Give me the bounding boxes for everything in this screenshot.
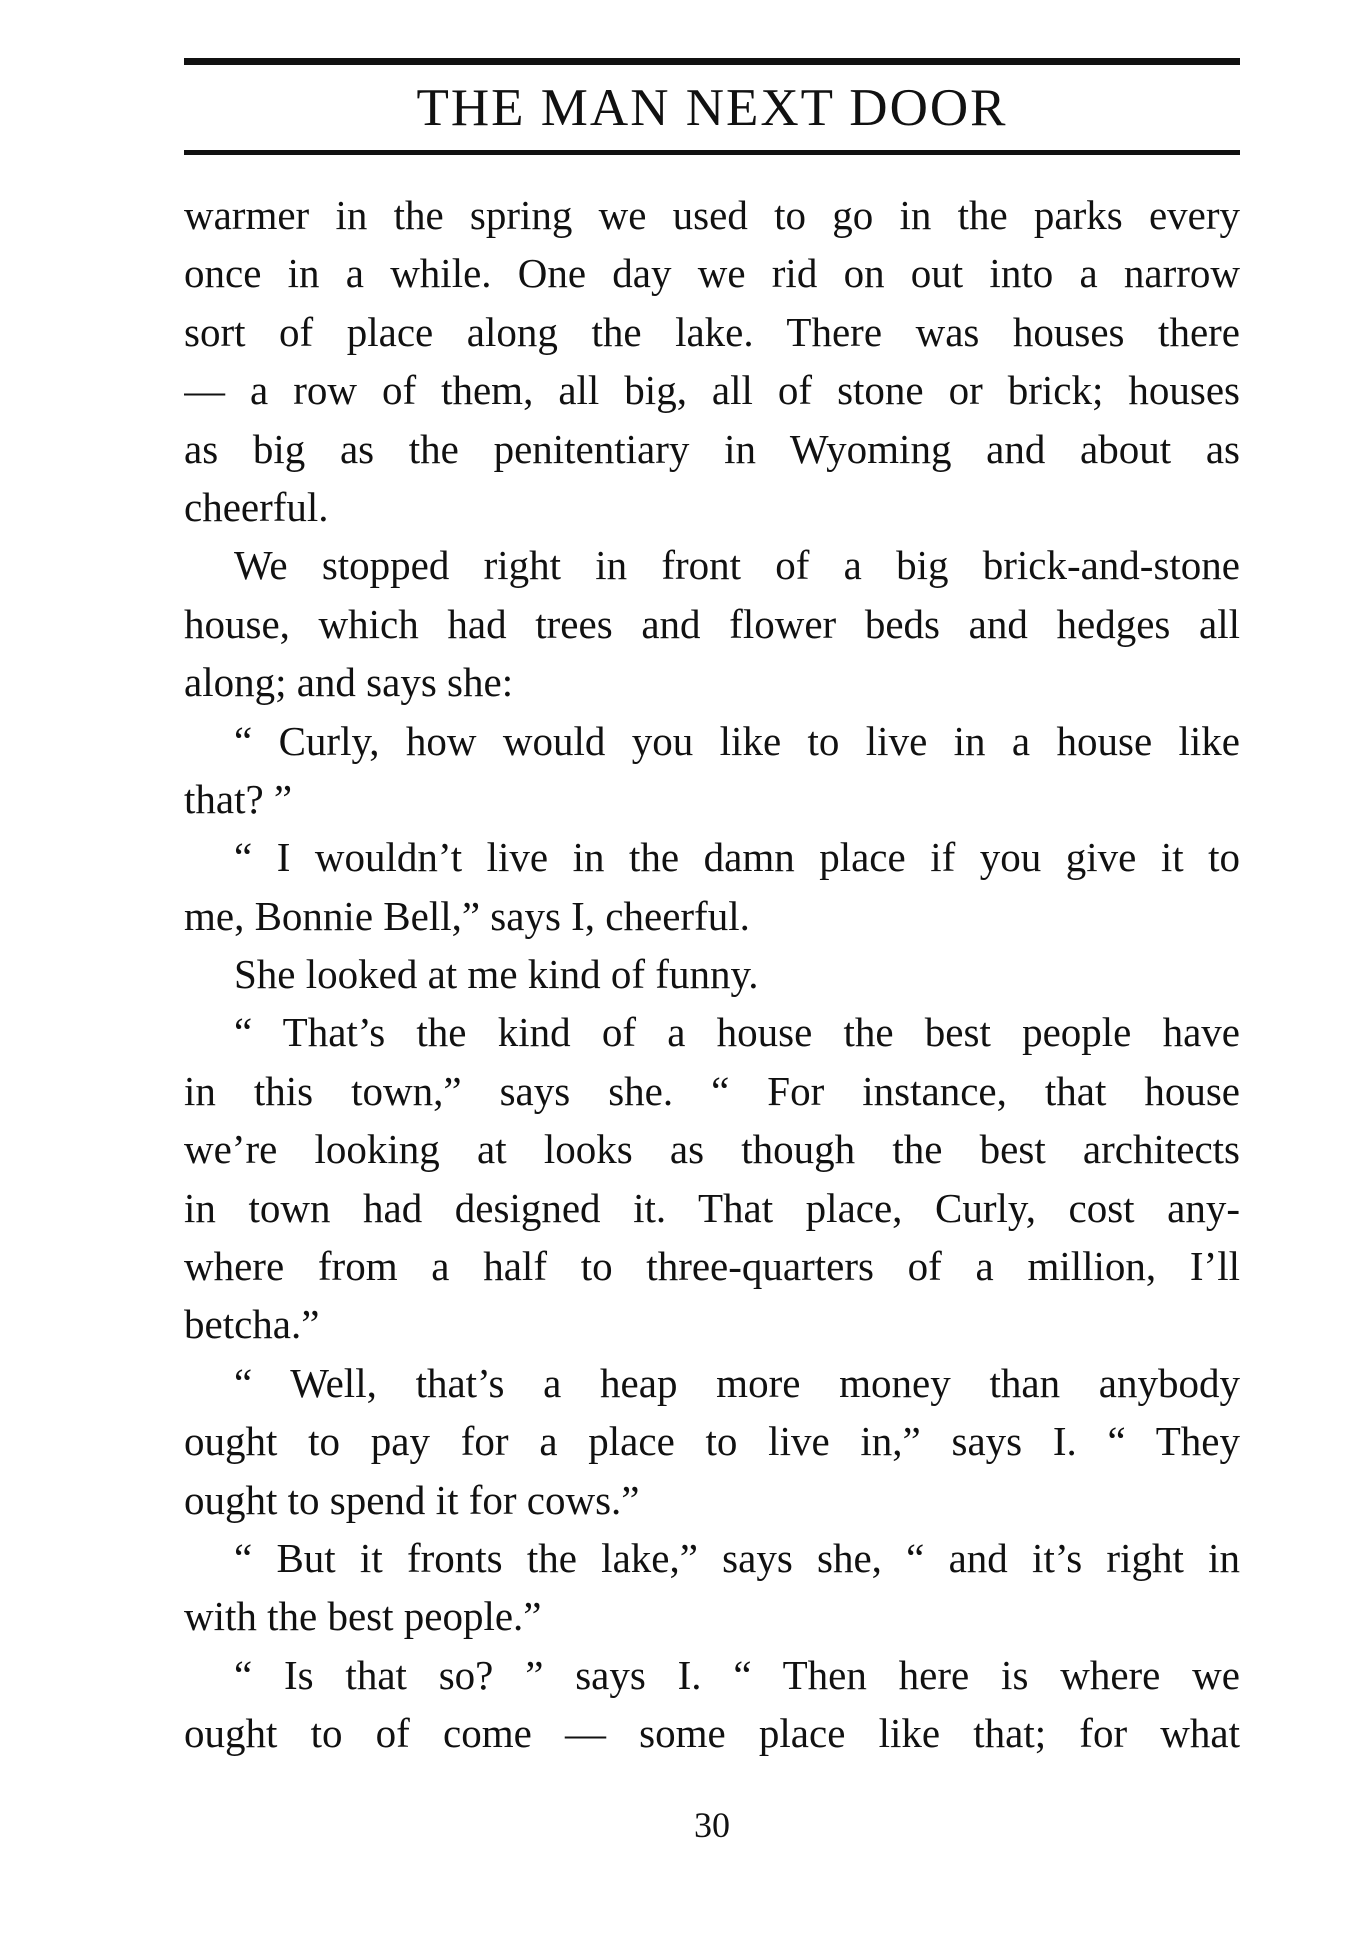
text-line: “ I wouldn’t live in the damn place if you give it to [234,834,1240,881]
text-line: in this town,” says she. “ For instance, that house [184,1067,1240,1114]
text-line: She looked at me kind of funny. [234,951,759,998]
text-line: house, which had trees and flower beds and hedges all [184,600,1240,647]
text-line: “ Curly, how would you like to live in a house like [234,717,1240,764]
text-line: as big as the penitentiary in Wyoming and about as [184,425,1240,472]
text-line: We stopped right in front of a big brick-and-stone [234,542,1240,589]
text-line: cheerful. [184,483,329,530]
text-line: where from a half to three-quarters of a million, I’ll [184,1243,1240,1290]
text-line: with the best people.” [184,1593,542,1640]
text-line: along; and says she: [184,659,514,706]
text-line: once in a while. One day we rid on out into a narrow [184,250,1240,297]
text-line: “ That’s the kind of a house the best people have [234,1009,1240,1056]
text-line: “ Well, that’s a heap more money than anybody [234,1359,1240,1406]
body-text [184,186,1240,1763]
running-head: THE MAN NEXT DOOR [416,79,1008,137]
text-line: betcha.” [184,1301,320,1348]
header-top-rule [184,58,1240,65]
text-line: sort of place along the lake. There was houses there [184,308,1240,355]
text-line: — a row of them, all big, all of stone or brick; houses [184,367,1240,414]
text-line: we’re looking at looks as though the best architects [184,1126,1240,1173]
text-line: ought to spend it for cows.” [184,1476,640,1523]
text-line: “ But it fronts the lake,” says she, “ and it’s right in [234,1534,1240,1581]
text-line: ought to pay for a place to live in,” says I. “ They [184,1418,1240,1465]
text-line: me, Bonnie Bell,” says I, cheerful. [184,892,750,939]
page-number: 30 [694,1805,730,1845]
text-line: warmer in the spring we used to go in the parks every [184,192,1240,238]
text-line: “ Is that so? ” says I. “ Then here is where we [234,1651,1240,1698]
text-line: that? ” [184,775,293,822]
text-line: in town had designed it. That place, Curly, cost any- [184,1184,1240,1231]
header-bottom-rule [184,150,1240,155]
text-line: ought to of come — some place like that; for what [184,1710,1240,1757]
